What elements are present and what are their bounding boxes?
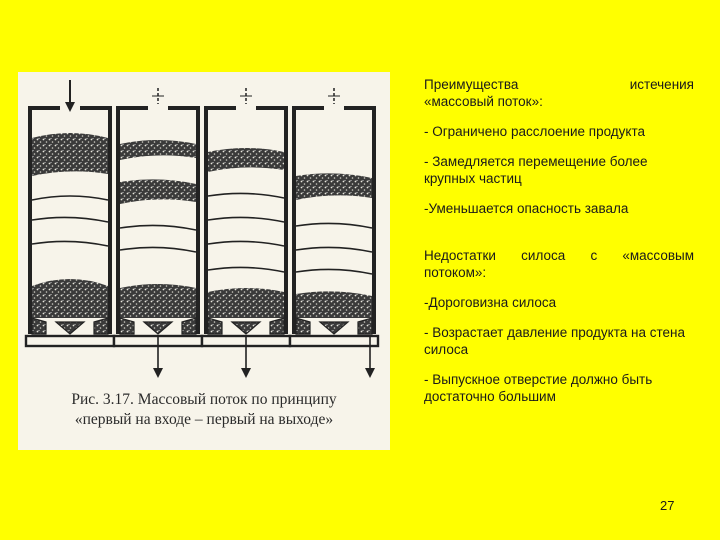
disadvantage-item: - Выпускное отверстие должно быть достаточно большим <box>424 372 653 404</box>
advantages-heading <box>424 76 694 110</box>
disadvantage-item: -Дороговизна силоса <box>424 295 557 310</box>
silo-2 <box>114 88 202 378</box>
advantage-item: - Ограничено расслоение продукта <box>424 124 646 139</box>
advantages-heading-word-1: Преимущества <box>424 77 519 92</box>
silo-diagram <box>18 72 390 382</box>
figure-caption <box>18 390 390 430</box>
figure-panel <box>18 72 390 450</box>
advantages-heading-line-2: «массовый поток»: <box>424 94 543 109</box>
advantage-item: -Уменьшается опасность завала <box>424 201 629 216</box>
advantage-item: - Замедляется перемещение более крупных частиц <box>424 154 648 186</box>
text-column <box>424 76 694 418</box>
silo-3 <box>202 88 290 378</box>
advantages-heading-word-2: истечения <box>629 77 694 92</box>
caption-line-2: «первый на входе – первый на выходе» <box>74 411 334 428</box>
disadvantage-item: - Возрастает давление продукта на стена силоса <box>424 325 685 357</box>
caption-line-1: Рис. 3.17. Массовый поток по принципу <box>71 391 337 408</box>
silo-4 <box>290 88 378 378</box>
disadvantages-heading: Недостатки силоса с «массовым потоком»: <box>424 248 694 280</box>
silo-1 <box>26 80 114 346</box>
page-number: 27 <box>660 498 675 513</box>
